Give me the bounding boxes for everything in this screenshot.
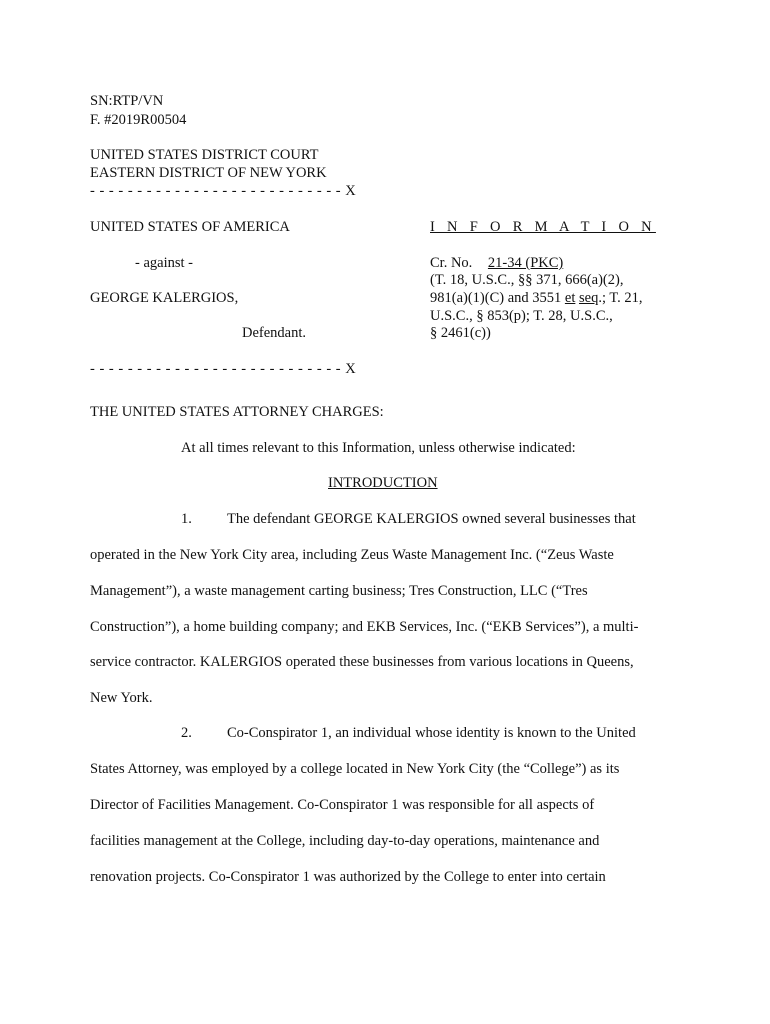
citation-line2-a: 981(a)(1)(C) and 3551 xyxy=(430,290,565,306)
plaintiff-name: UNITED STATES OF AMERICA xyxy=(90,219,290,235)
paragraph-2-line: renovation projects. Co-Conspirator 1 was authorized by the College to enter into certain xyxy=(90,869,606,885)
file-code-line2: F. #2019R00504 xyxy=(90,112,187,128)
case-number-line xyxy=(430,255,688,272)
paragraph-1-line: Construction”), a home building company; and EKB Services, Inc. (“EKB Services”), a multi- xyxy=(90,619,639,635)
paragraph-1-line: New York. xyxy=(90,690,153,706)
paragraph-2-line: Co-Conspirator 1, an individual whose identity is known to the United xyxy=(227,725,636,741)
citation-et: et xyxy=(564,290,576,306)
citation-line2 xyxy=(430,290,643,307)
court-name-line1: UNITED STATES DISTRICT COURT xyxy=(90,147,319,163)
paragraph-2-number: 2. xyxy=(181,725,192,741)
caption-divider-bottom: - - - - - - - - - - - - - - - - - - - - - - - - - - - X xyxy=(90,361,357,377)
court-name-line2: EASTERN DISTRICT OF NEW YORK xyxy=(90,165,327,181)
paragraph-1-line: operated in the New York City area, including Zeus Waste Management Inc. (“Zeus Waste xyxy=(90,547,614,563)
citation-line1: (T. 18, U.S.C., §§ 371, 666(a)(2), xyxy=(430,272,624,288)
paragraph-1-line: The defendant GEORGE KALERGIOS owned several businesses that xyxy=(227,511,636,527)
caption-divider-top: - - - - - - - - - - - - - - - - - - - - - - - - - - - X xyxy=(90,183,357,199)
relevance-statement: At all times relevant to this Information, unless otherwise indicated: xyxy=(181,440,576,456)
case-number-prefix: Cr. No. xyxy=(430,255,473,271)
defendant-label: Defendant. xyxy=(242,325,307,341)
section-heading: INTRODUCTION xyxy=(328,475,438,491)
paragraph-1-line: service contractor. KALERGIOS operated these businesses from various locations in Queens, xyxy=(90,654,634,670)
paragraph-1-line: Management”), a waste management carting business; Tres Construction, LLC (“Tres xyxy=(90,583,588,599)
citation-line2-c: .; T. 21, xyxy=(598,290,643,306)
case-number: 21-34 (PKC) xyxy=(487,255,564,271)
charges-heading: THE UNITED STATES ATTORNEY CHARGES: xyxy=(90,404,384,420)
paragraph-2-line: Director of Facilities Management. Co-Conspirator 1 was responsible for all aspects of xyxy=(90,797,595,813)
paragraph-2-line: facilities management at the College, including day-to-day operations, maintenance and xyxy=(90,833,600,849)
citation-line4: § 2461(c)) xyxy=(430,325,491,341)
citation-seq: seq xyxy=(578,290,599,306)
defendant-name: GEORGE KALERGIOS, xyxy=(90,290,239,306)
paragraph-1-number: 1. xyxy=(181,511,192,527)
information-title: I N F O R M A T I O N xyxy=(430,219,656,235)
paragraph-2-line: States Attorney, was employed by a college located in New York City (the “College”) as its xyxy=(90,761,620,777)
file-code-line1: SN:RTP/VN xyxy=(90,93,164,109)
against-label: - against - xyxy=(135,255,193,271)
citation-line3: U.S.C., § 853(p); T. 28, U.S.C., xyxy=(430,308,613,324)
